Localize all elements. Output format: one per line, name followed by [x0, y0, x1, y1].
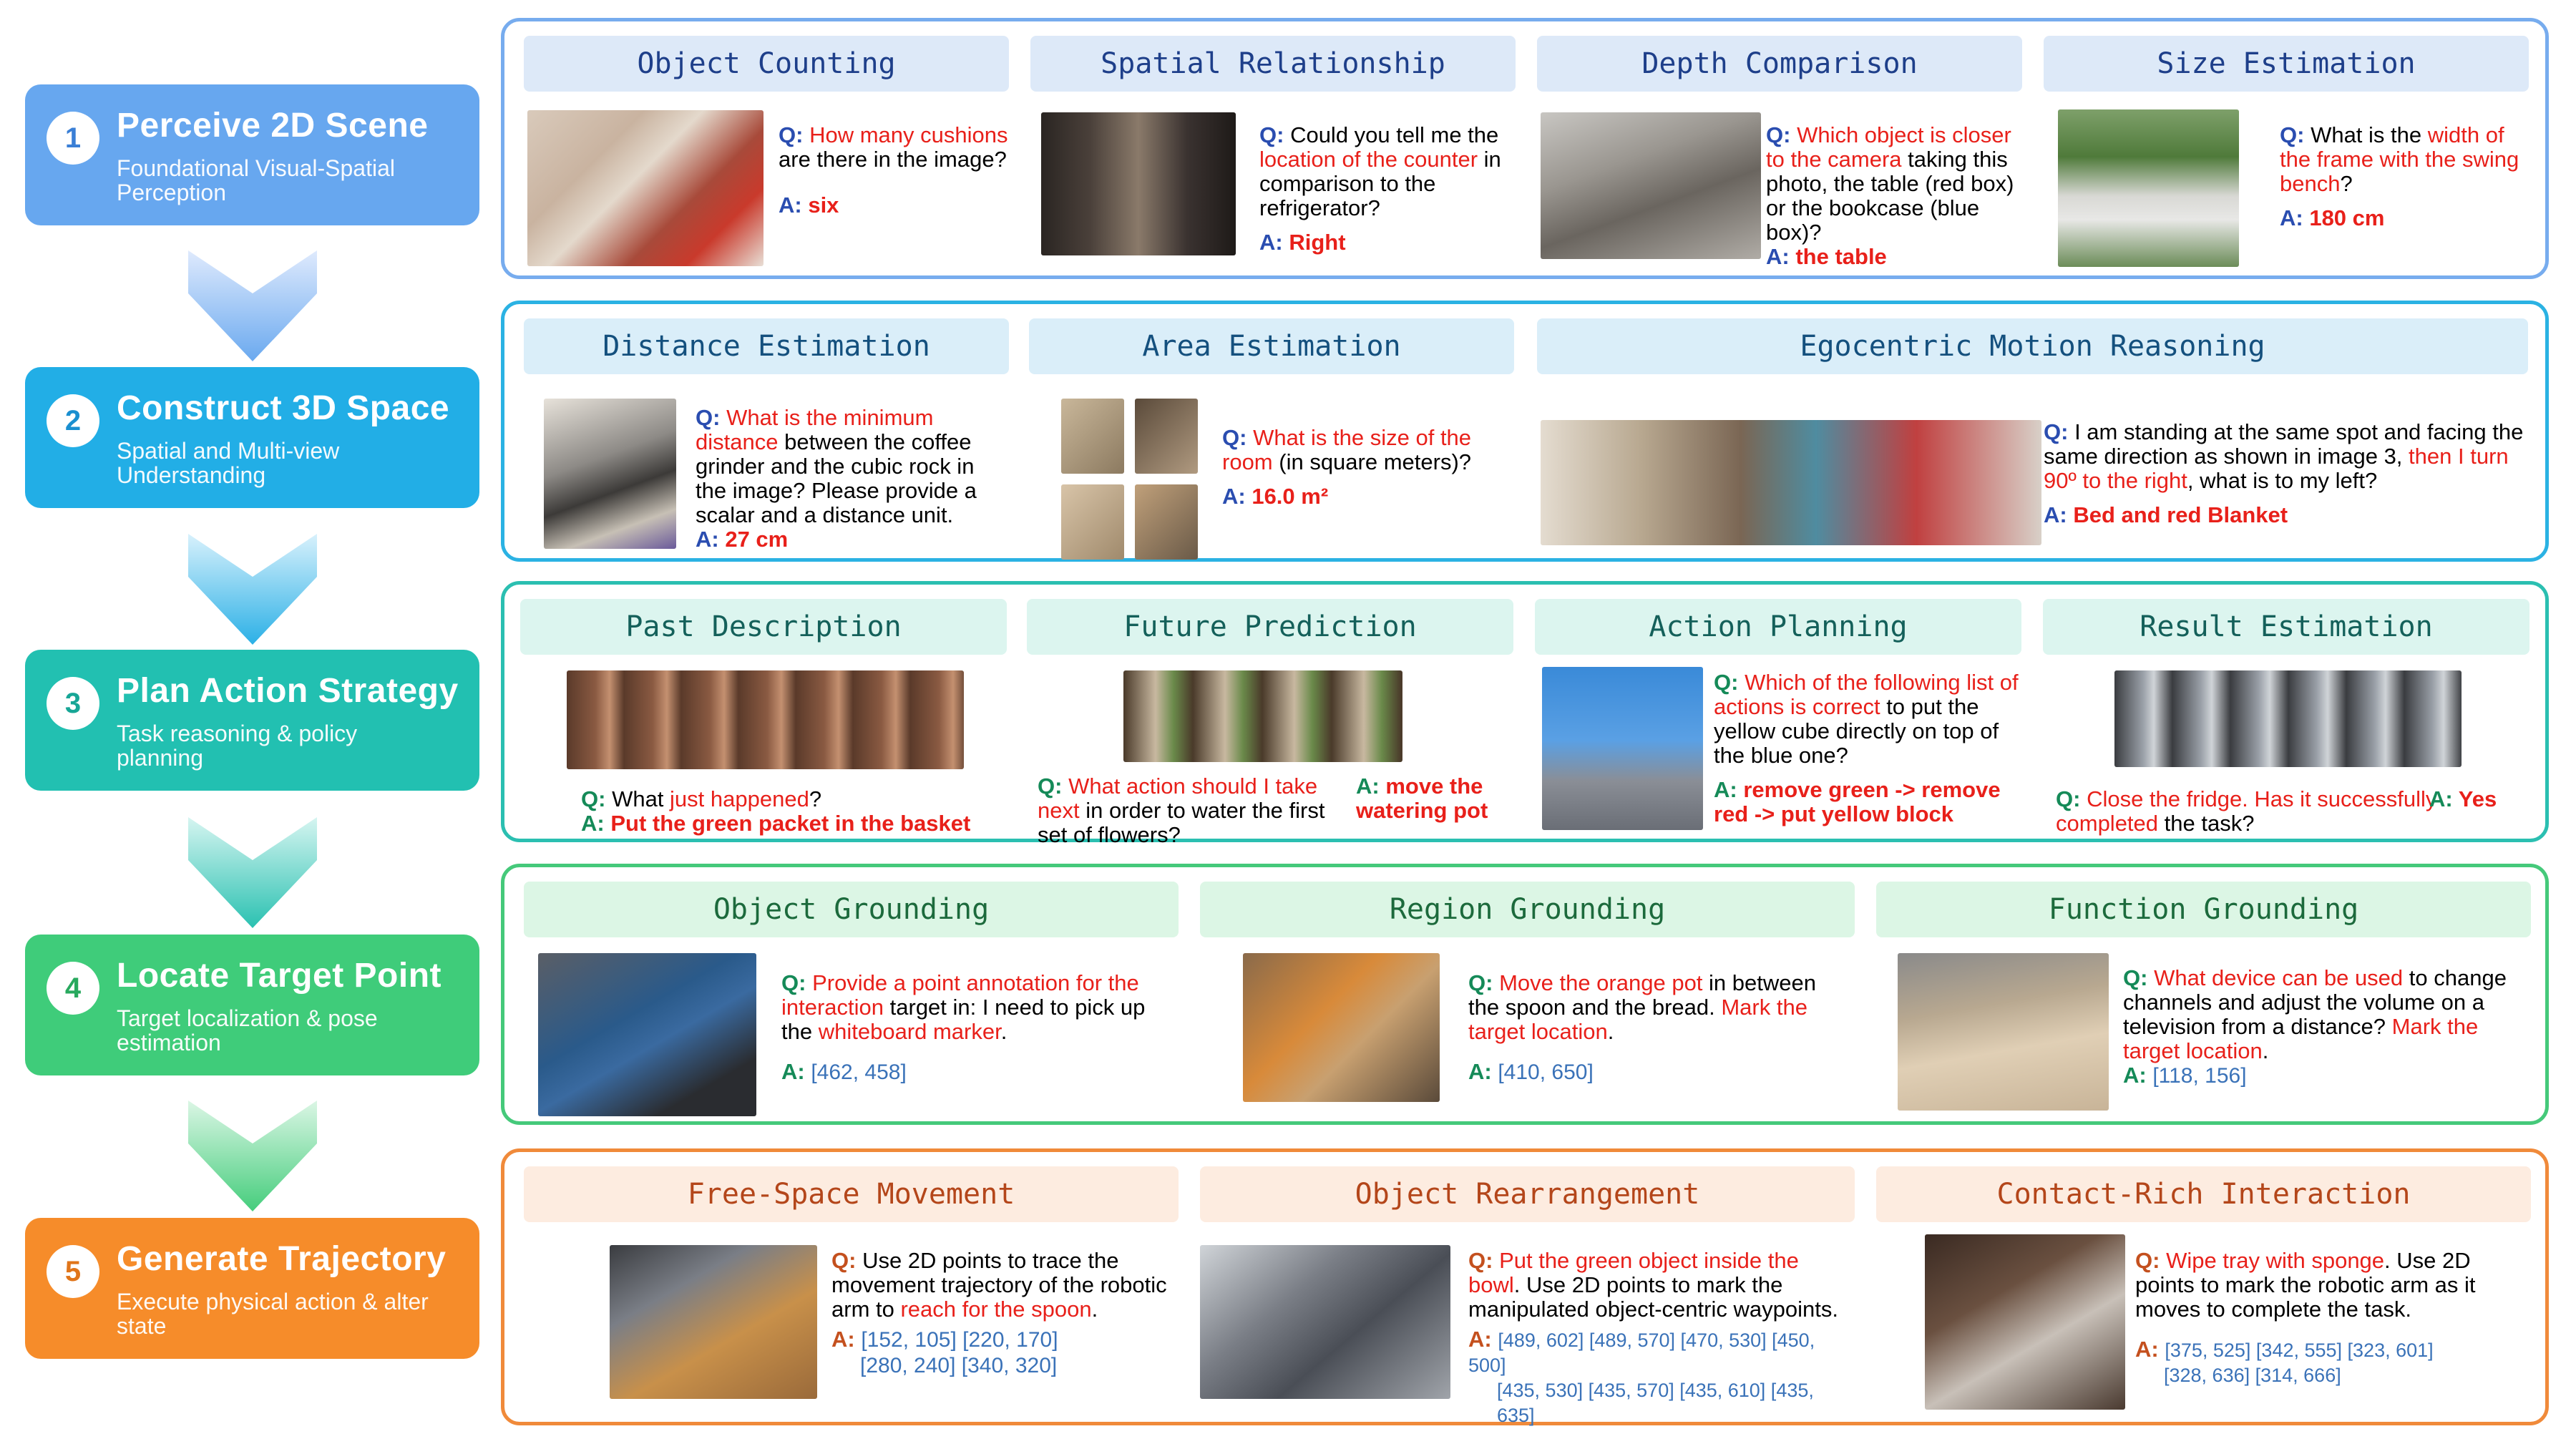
qa-text: Q: Close the fridge. Has it successfully completed the task?: [2056, 786, 2437, 836]
stage-title: Locate Target Point: [117, 957, 441, 995]
stage-subtitle: Execute physical action & alter state: [117, 1289, 429, 1339]
task-title: Area Estimation: [1029, 318, 1514, 374]
stage-number: 5: [47, 1245, 99, 1298]
chevron-down-arrow-icon: [188, 534, 317, 645]
task-title: Result Estimation: [2043, 599, 2529, 655]
task-title: Egocentric Motion Reasoning: [1537, 318, 2528, 374]
answer-text: A: move the watering pot: [1356, 774, 1488, 823]
task-depth-comparison: [1537, 36, 2022, 269]
task-title: Contact-Rich Interaction: [1876, 1166, 2531, 1222]
stage-title: Generate Trajectory: [117, 1240, 447, 1278]
swing-bench-image: [2058, 109, 2239, 267]
panel-plan-action: [501, 581, 2549, 847]
kitchen-pot-image: [1243, 953, 1440, 1102]
panel-locate-target: [501, 864, 2549, 1125]
qa-text: Q: Put the green object inside the bowl. Use 2D points to mark the manipulated object-centric waypoints. A: [489, 602] [489, 570] [470, 530] [450, 500] [435, 530] [435, 570] [435, 610] [435, 635]: [1468, 1248, 1838, 1426]
task-title: Spatial Relationship: [1030, 36, 1516, 92]
task-area-estimation: [1029, 318, 1514, 547]
task-object-counting: [524, 36, 1009, 265]
task-object-grounding: [524, 882, 1179, 1111]
room-image-2: [1135, 399, 1198, 474]
task-free-space-movement: [524, 1166, 1179, 1410]
task-result-estimation: [2043, 599, 2529, 836]
refrigerator-image: [1041, 112, 1236, 255]
task-title: Distance Estimation: [524, 318, 1009, 374]
task-title: Object Grounding: [524, 882, 1179, 937]
answer-text: A: Yes: [2429, 786, 2497, 811]
panel-generate-trajectory: [501, 1148, 2549, 1425]
task-object-rearrangement: [1200, 1166, 1855, 1426]
panel-construct-3d: [501, 301, 2549, 562]
robot-sponge-image: [1925, 1234, 2125, 1410]
stage-5: [25, 1218, 479, 1359]
task-function-grounding: [1876, 882, 2531, 1111]
qa-text: Q: What is the width of the frame with the swing bench? A: 180 cm: [2280, 122, 2519, 230]
qa-text: Q: Wipe tray with sponge. Use 2D points to mark the robotic arm as it moves to complete the task. A: [375, 525] [342, 555] [323, 601] [328, 636] [314, 666]: [2135, 1248, 2476, 1386]
task-title: Object Counting: [524, 36, 1009, 92]
stage-1: [25, 84, 479, 225]
stage-number: 3: [47, 677, 99, 730]
stage-number: 4: [47, 962, 99, 1015]
task-region-grounding: [1200, 882, 1855, 1111]
stage-number: 2: [47, 394, 99, 447]
stage-title: Plan Action Strategy: [117, 672, 459, 710]
task-title: Past Description: [520, 599, 1007, 655]
qa-text: Q: Could you tell me the location of the counter in comparison to the refrigerator? A: Right: [1259, 122, 1501, 255]
task-title: Object Rearrangement: [1200, 1166, 1855, 1222]
bedroom-image: [527, 110, 763, 266]
task-past-description: [520, 599, 1007, 836]
stage-subtitle: Spatial and Multi-view Understanding: [117, 438, 340, 488]
room-image-1: [1061, 399, 1124, 474]
chevron-down-arrow-icon: [188, 250, 317, 361]
stage-4: [25, 935, 479, 1075]
task-title: Free-Space Movement: [524, 1166, 1179, 1222]
qa-text: Q: I am standing at the same spot and facing the same direction as shown in image 3, then I turn 90º to the right, what is to my left? A: Bed and red Blanket: [2044, 419, 2524, 527]
qa-text: Q: How many cushions are there in the image? A: six: [779, 122, 1008, 218]
desk-remote-image: [1898, 953, 2109, 1111]
qa-text: Q: What device can be used to change channels and adjust the volume on a television from a distance? Mark the target location. A: [118, 156]: [2123, 965, 2507, 1088]
task-size-estimation: [2044, 36, 2529, 265]
qa-text: Q: What just happened? A: Put the green packet in the basket: [581, 786, 971, 836]
stage-subtitle: Target localization & pose estimation: [117, 1005, 378, 1055]
chevron-down-arrow-icon: [188, 817, 317, 928]
video-frames-image: [567, 670, 964, 769]
task-title: Future Prediction: [1027, 599, 1513, 655]
stage-subtitle: Task reasoning & policy planning: [117, 721, 358, 771]
robot-spoon-image: [610, 1245, 817, 1399]
task-title: Region Grounding: [1200, 882, 1855, 937]
robot-blocks-image: [1542, 667, 1703, 830]
qa-text: Q: What is the size of the room (in square meters)? A: 16.0 m²: [1222, 425, 1472, 509]
fridge-frames-image: [2114, 670, 2462, 767]
qa-text: Q: Use 2D points to trace the movement trajectory of the robotic arm to reach for the spoon. A: [152, 105] [220, 170] [280, 240] [340, 320]: [831, 1248, 1167, 1377]
stage-number: 1: [47, 112, 99, 165]
qa-text: Q: Provide a point annotation for the interaction target in: I need to pick up the whiteboard marker. A: [462, 458]: [781, 970, 1146, 1084]
task-contact-rich-interaction: [1876, 1166, 2531, 1410]
stage-title: Perceive 2D Scene: [117, 107, 429, 145]
task-distance-estimation: [524, 318, 1009, 552]
table-marker-image: [538, 953, 756, 1116]
stage-title: Construct 3D Space: [117, 389, 450, 427]
task-title: Depth Comparison: [1537, 36, 2022, 92]
qa-text: Q: What is the minimum distance between the coffee grinder and the cubic rock in the image? Please provide a scalar and a distance unit. A: 27 cm: [696, 405, 977, 552]
panel-perceive-2d: [501, 18, 2549, 279]
stage-2: [25, 367, 479, 508]
stage-subtitle: Foundational Visual-Spatial Perception: [117, 155, 395, 205]
task-title: Size Estimation: [2044, 36, 2529, 92]
stage-3: [25, 650, 479, 791]
task-future-prediction: [1027, 599, 1513, 847]
egocentric-panorama-image: [1541, 420, 2041, 545]
task-title: Action Planning: [1535, 599, 2021, 655]
coffee-grinder-image: [544, 399, 676, 549]
room-image-4: [1135, 484, 1198, 560]
chevron-down-arrow-icon: [188, 1101, 317, 1211]
qa-text: Q: Move the orange pot in between the spoon and the bread. Mark the target location. A: [410, 650]: [1468, 970, 1816, 1084]
qa-text: Q: What action should I take next in order to water the first set of flowers?: [1038, 774, 1325, 847]
robot-bowl-image: [1200, 1245, 1450, 1399]
qa-text: Q: Which of the following list of actions is correct to put the yellow cube directly on top of the blue one? A: remove green -> remove red -> put yellow block: [1714, 670, 2019, 826]
task-spatial-relationship: [1030, 36, 1516, 265]
flowers-frames-image: [1123, 670, 1402, 762]
task-egocentric-motion: [1537, 318, 2528, 547]
qa-text: Q: Which object is closer to the camera taking this photo, the table (red box) or the bookcase (blue box)? A: the table: [1766, 122, 2014, 269]
task-title: Function Grounding: [1876, 882, 2531, 937]
room-image-3: [1061, 484, 1124, 560]
task-action-planning: [1535, 599, 2021, 828]
living-room-image: [1541, 112, 1761, 259]
